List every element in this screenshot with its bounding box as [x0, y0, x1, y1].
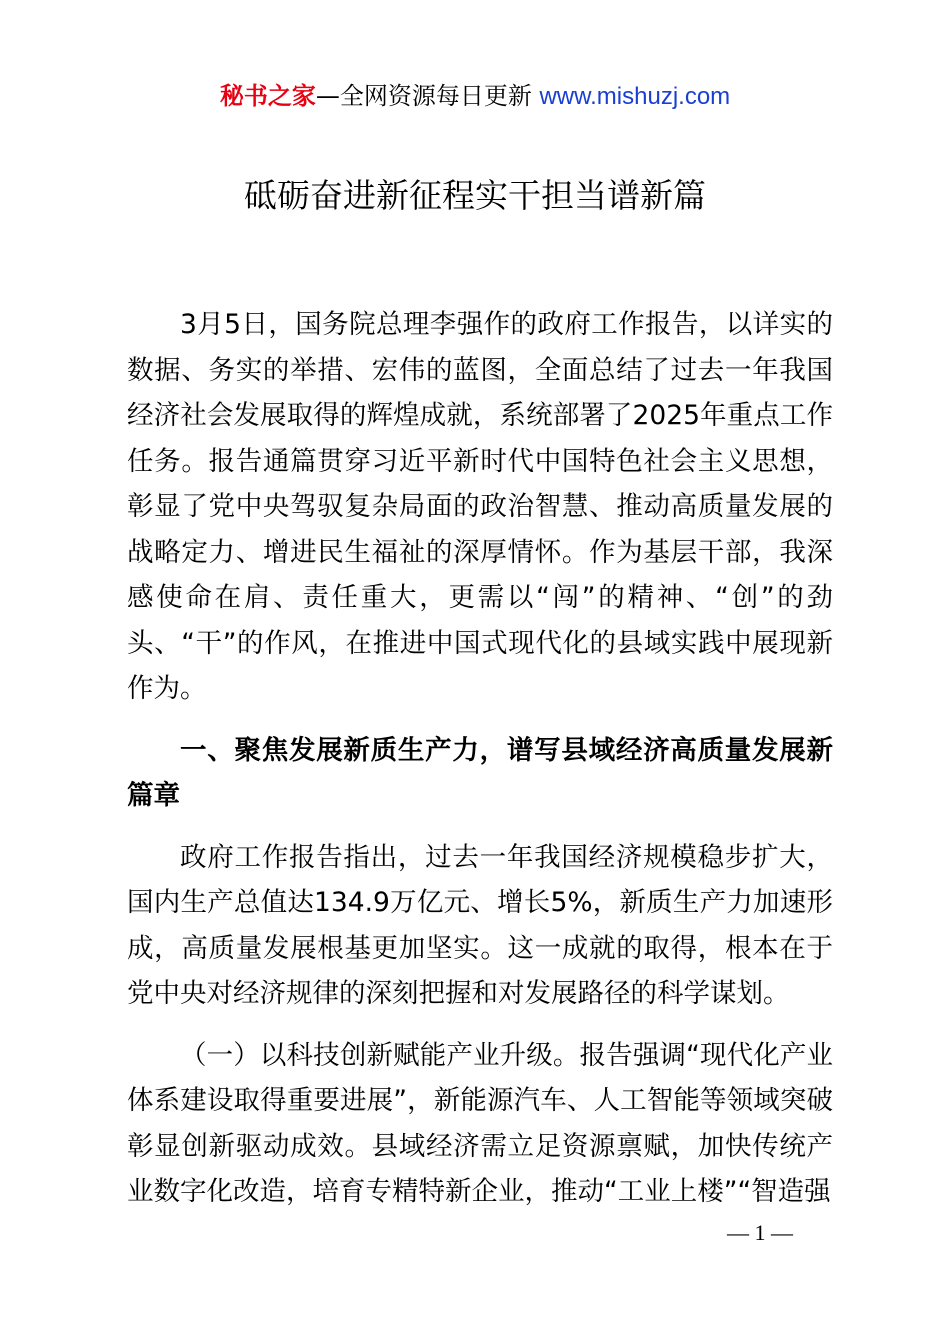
- paragraph-intro: 3月5日，国务院总理李强作的政府工作报告，以详实的数据、务实的举措、宏伟的蓝图，全面总结了过去一年我国经济社会发展取得的辉煌成就，系统部署了2025年重点工作任务。报告通篇贯穿习近平新时代中国特色社会主义思想，彰显了党中央驾驭复杂局面的政治智慧、推动高质量发展的战略定力、增进民生福祉的深厚情怀。作为基层干部，我深感使命在肩、责任重大，更需以“闯”的精神、“创”的劲头、“干”的作风，在推进中国式现代化的县域实践中展现新作为。: [127, 309, 833, 704]
- site-banner: [0, 80, 950, 113]
- document-title: 砥砺奋进新征程实干担当谱新篇: [244, 176, 706, 215]
- banner-url[interactable]: www.mishuzj.com: [539, 83, 731, 110]
- document-body: [127, 302, 833, 1231]
- paragraph-economy: 政府工作报告指出，过去一年我国经济规模稳步扩大，国内生产总值达134.9万亿元、增长5%，新质生产力加速形成，高质量发展根基更加坚实。这一成就的取得，根本在于党中央对经济规律的深刻把握和对发展路径的科学谋划。: [127, 841, 833, 1009]
- paragraph-subsection-1: （一）以科技创新赋能产业升级。报告强调“现代化产业体系建设取得重要进展”，新能源汽车、人工智能等领域突破彰显创新驱动成效。县域经济需立足资源禀赋，加快传统产业数字化改造，培育专精特新企业，推动“工业上楼”“智造强: [127, 1039, 833, 1207]
- banner-slogan: —全网资源每日更新: [315, 82, 540, 110]
- brand-name: 秘书之家: [219, 82, 316, 110]
- section-heading-1: 一、聚焦发展新质生产力，谱写县域经济高质量发展新篇章: [127, 734, 833, 811]
- page-number: — 1 —: [727, 1220, 793, 1245]
